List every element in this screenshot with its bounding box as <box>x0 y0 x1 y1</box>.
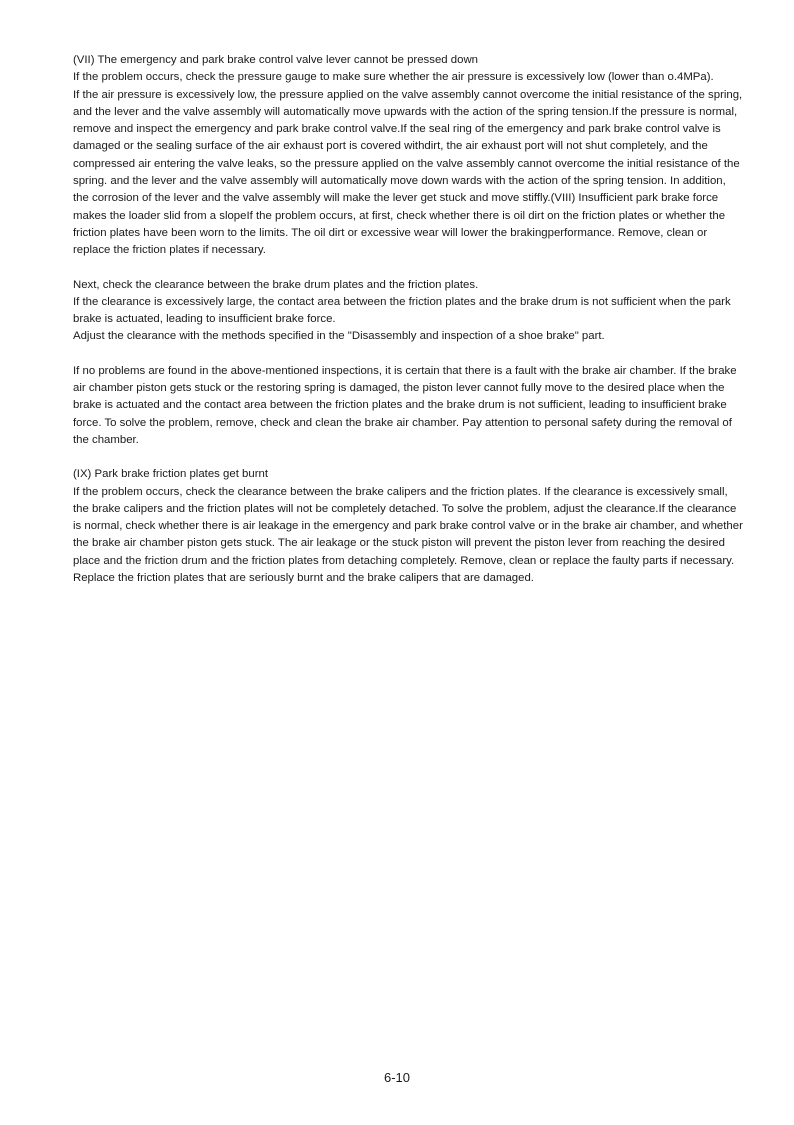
section-viii-paragraph-4: If no problems are found in the above-mentioned inspections, it is certain that there is a fault with the brake air chamber. If the brake air chamber piston gets stuck or the restoring spring is damaged, the piston lever cannot fully move to the desired place when the brake is actuated and the contact area between the friction plates and the brake drum is not sufficient, leading to insufficient brake force. To solve the problem, remove, check and clean the brake air chamber. Pay attention to personal safety during the removal of the chamber. <box>73 364 737 446</box>
section-ix-paragraph-1: If the problem occurs, check the clearance between the brake calipers and the friction plates. If the clearance is excessively small, the brake calipers and the friction plates will not be completely detached. To solve the problem, adjust the clearance.If the clearance is normal, check whether there is air leakage in the emergency and park brake control valve or in the brake air chamber, and whether the brake air chamber piston gets stuck. The air leakage or the stuck piston will prevent the piston lever from reaching the desired place and the friction drum and the friction plates from detaching completely. Remove, clean or replace the faulty parts if necessary. <box>73 485 743 567</box>
page-number: 6-10 <box>383 1070 411 1085</box>
paragraph-spacer <box>73 260 743 277</box>
paragraph-spacer <box>73 346 743 363</box>
paragraph-spacer <box>73 449 743 466</box>
section-vii-paragraph-2: If the air pressure is excessively low, the pressure applied on the valve assembly cannot overcome the initial resistance of the spring, and the lever and the valve assembly will automatically move upwards with the action of the spring tension.If the pressure is normal, remove and inspect the emergency and park brake control valve.If the seal ring of the emergency and park brake control valve is damaged or the sealing surface of the air exhaust port is covered withdirt, the air exhaust port will not shut completely, and the compressed air entering the valve leaks, so the pressure applied on the valve assembly cannot overcome the initial resistance of the spring. and the lever and the valve assembly will automatically move down wards with the action of the spring tension. In addition, the corrosion of the lever and the valve assembly will make the lever get stuck and move stiffly.(VIII) Insufficient park brake force makes the loader slid from a slopeIf the problem occurs, at first, check whether there is oil dirt on the friction plates or whether the friction plates have been worn to the limits. The oil dirt or excessive wear will lower the brakingperformance. Remove, clean or replace the friction plates if necessary. <box>73 88 743 257</box>
section-viii-paragraph-3: Adjust the clearance with the methods specified in the "Disassembly and inspection of a shoe brake" part. <box>73 330 605 343</box>
section-ix-paragraph-2: Replace the friction plates that are seriously burnt and the brake calipers that are damaged. <box>73 572 534 585</box>
document-body <box>73 52 743 587</box>
section-ix-heading: (IX) Park brake friction plates get burnt <box>73 468 268 481</box>
section-viii-paragraph-1: Next, check the clearance between the brake drum plates and the friction plates. <box>73 278 479 291</box>
section-vii-paragraph-1: If the problem occurs, check the pressure gauge to make sure whether the air pressure is excessively low (lower than o.4MPa). <box>73 71 714 84</box>
section-viii-paragraph-2: If the clearance is excessively large, the contact area between the friction plates and the brake drum is not sufficient when the park brake is actuated, leading to insufficient brake force. <box>73 295 731 326</box>
section-vii-heading: (VII) The emergency and park brake control valve lever cannot be pressed down <box>73 54 479 66</box>
